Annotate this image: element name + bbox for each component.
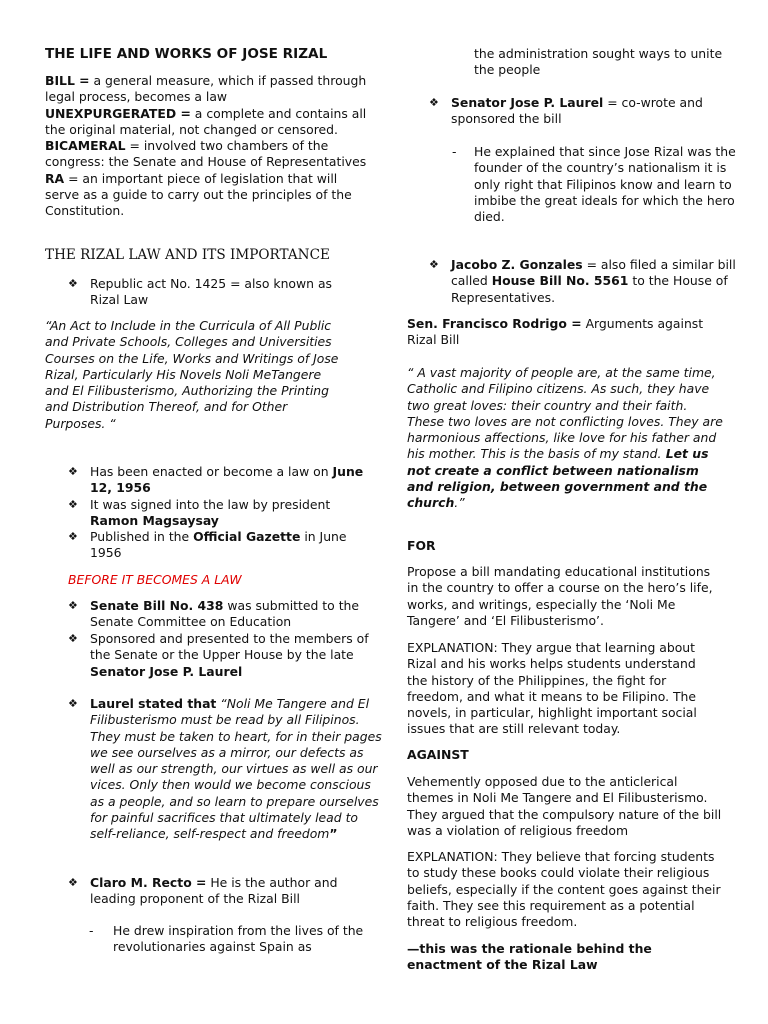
- laurel-quote-item: ❖ Laurel stated that “Noli Me Tangere and El Filibusterismo must be read by all Filipinos. They must be taken to heart, for in their pages we see ourselves as a mirror, our defects as well as our strength, our virtues as well as our vices. Only then would we become conscious as a people, and so learn to prepare ourselves for painful sacrifices that ultimately lead to self-reliance, self-respect and freedom”: [68, 696, 382, 842]
- laurel-item: ❖ Senator Jose P. Laurel = co-wrote and sponsored the bill: [429, 95, 703, 127]
- gonzales-item: ❖ Jacobo Z. Gonzales = also filed a similar bill called House Bill No. 5561 to the House of Representatives.: [429, 257, 736, 305]
- diamond-bullet-icon: ❖: [68, 632, 78, 645]
- rationale: —this was the rationale behind the enactment of the Rizal Law: [407, 941, 652, 973]
- section-title: THE RIZAL LAW AND ITS IMPORTANCE: [45, 247, 330, 263]
- definitions: [45, 73, 367, 220]
- against-explanation: EXPLANATION: They believe that forcing students to study these books could violate their religious beliefs, especially if the content goes against their faith. They see this requirement as a potential threat to religious freedom.: [407, 849, 721, 930]
- for-text: Propose a bill mandating educational institutions in the country to offer a course on the hero’s life, works, and writings, especially the ‘Noli Me Tangere’ and ‘El Filibusterismo’.: [407, 564, 713, 628]
- page-title: THE LIFE AND WORKS OF JOSE RIZAL: [45, 46, 328, 62]
- before-heading: BEFORE IT BECOMES A LAW: [68, 572, 242, 587]
- against-text: Vehemently opposed due to the anticlerical themes in Noli Me Tangere and El Filibusterismo. They argued that the compulsory nature of the bill was a violation of religious freedom: [407, 774, 722, 838]
- hollow-bullet-icon: ❖: [68, 599, 78, 612]
- def-ra: RA = an important piece of legislation that will serve as a guide to carry out the principles of the Constitution.: [45, 170, 352, 219]
- senate-bill-item: ❖ Senate Bill No. 438 was submitted to the Senate Committee on Education: [68, 598, 360, 630]
- continued-text: the administration sought ways to unite the people: [474, 46, 723, 78]
- for-heading: FOR: [407, 538, 436, 553]
- for-explanation: EXPLANATION: They argue that learning about Rizal and his works helps students understand the history of the Philippines, the fight for freedom, and what it means to be Filipino. The novels, in particular, highlight important social issues that are still relevant today.: [407, 640, 697, 737]
- against-heading: AGAINST: [407, 747, 469, 762]
- recto-item: ❖ Claro M. Recto = He is the author and leading proponent of the Rizal Bill: [68, 875, 338, 907]
- rodrigo-quote: “ A vast majority of people are, at the same time, Catholic and Filipino citizens. As such, they have two great loves: their country and their faith. These two loves are not conflicting loves. They are harmonious affections, like love for his father and his mother. This is the basis of my stand. Let us not create a conflict between nationalism and religion, between government and the church.”: [407, 365, 723, 511]
- act-quote: “An Act to Include in the Curricula of All Public and Private Schools, Colleges and Universities Courses on the Life, Works and Writings of Jose Rizal, Particularly His Novels Noli MeTangere and El Filibusterismo, Authorizing the Printing and Distribution Thereof, and for Other Purposes. “: [45, 318, 339, 431]
- fact-signed: ❖ It was signed into the law by president Ramon Magsaysay: [68, 497, 331, 529]
- dash-marker: -: [89, 923, 94, 938]
- def-bill: BILL = a general measure, which if passed through legal process, becomes a law: [45, 73, 367, 105]
- recto-sub-item: - He drew inspiration from the lives of the revolutionaries against Spain as: [89, 923, 364, 955]
- diamond-bullet-icon: ❖: [429, 96, 439, 109]
- def-bicameral: BICAMERAL = involved two chambers of the congress: the Senate and House of Representatives: [45, 138, 367, 170]
- diamond-bullet-icon: ❖: [68, 498, 78, 511]
- hollow-bullet-icon: ❖: [68, 530, 78, 543]
- diamond-bullet-icon: ❖: [68, 465, 78, 478]
- ra-item: ❖ Republic act No. 1425 = also known as Rizal Law: [68, 276, 332, 308]
- def-unexpurgated: UNEXPURGERATED = a complete and contains all the original material, not changed or censored.: [45, 105, 367, 137]
- rodrigo-heading: Sen. Francisco Rodrigo = Arguments against Rizal Bill: [407, 316, 704, 348]
- dash-marker: -: [452, 144, 457, 159]
- diamond-bullet-icon: ❖: [68, 876, 78, 889]
- sponsored-item: ❖ Sponsored and presented to the members of the Senate or the Upper House by the late Senator Jose P. Laurel: [68, 631, 369, 679]
- fact-enacted: ❖ Has been enacted or become a law on June 12, 1956: [68, 464, 364, 496]
- laurel-sub-item: - He explained that since Jose Rizal was the founder of the country’s nationalism it is only right that Filipinos know and learn to imbibe the great ideals for which the hero died.: [452, 144, 736, 225]
- fact-published: ❖ Published in the Official Gazette in June 1956: [68, 529, 347, 561]
- diamond-bullet-icon: ❖: [429, 258, 439, 271]
- diamond-bullet-icon: ❖: [68, 697, 78, 710]
- hollow-bullet-icon: ❖: [68, 277, 78, 290]
